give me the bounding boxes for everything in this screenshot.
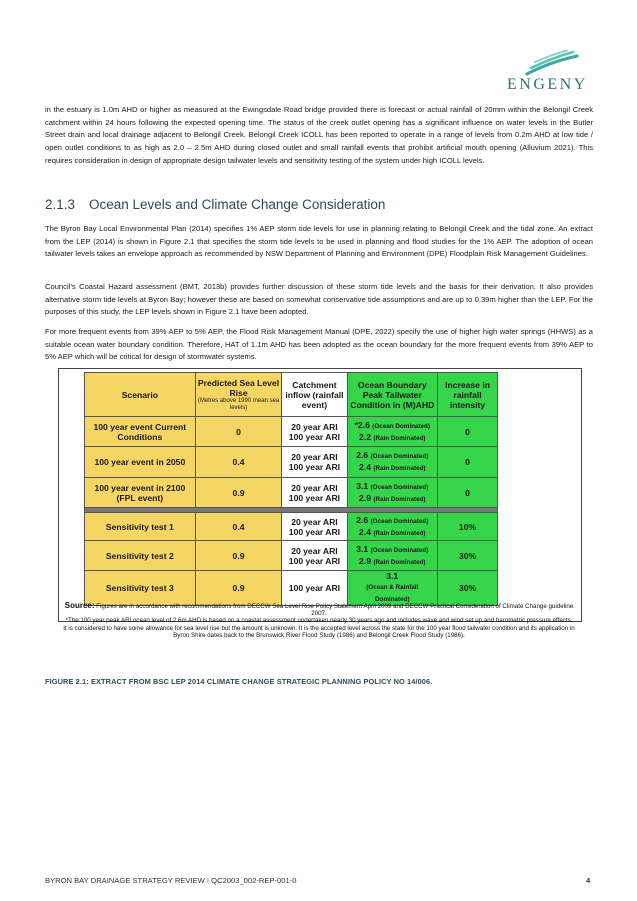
table-row — [85, 571, 498, 606]
table-row — [85, 541, 498, 571]
cell-rainfall-increase: 10% — [438, 513, 498, 541]
figure-table-extract — [58, 368, 582, 639]
cell-sea-level: 0.9 — [195, 541, 282, 571]
cell-rainfall-increase: 0 — [438, 417, 498, 447]
paragraph-frequent-events: For more frequent events from 39% AEP to 5% AEP, the Flood Risk Management Manual (DPE, 2022) specify the use of higher high water springs (HHWS) as a suitable ocean water boundary condition. Therefore, HAT of 1.1m AHD has been adopted as the ocean boundary for the more frequent events from 39% AEP to 5% AEP which will be critical for design of stormwater systems. — [45, 327, 593, 362]
cell-rainfall-increase: 30% — [438, 571, 498, 606]
header-sea-level: Predicted Sea Level Rise (Metres above 1990 mean sea levels) — [195, 373, 282, 417]
cell-ocean-boundary: 3.1 (Ocean & Rainfall Dominated) — [347, 571, 438, 606]
cell-scenario: Sensitivity test 3 — [85, 571, 196, 606]
cell-rainfall-increase: 0 — [438, 447, 498, 478]
cell-sea-level: 0.9 — [195, 571, 282, 606]
source-text: Figures are in accordance with recommendations from DECCW Sea Level Rise Policy Statement April 2009 and DECCW Practical Consideration of Climate Change guideline 2007. — [96, 603, 574, 618]
cell-scenario: Sensitivity test 1 — [85, 513, 196, 541]
table-header-row — [85, 373, 498, 417]
section-heading — [45, 197, 385, 212]
section-number: 2.1.3 — [45, 197, 76, 212]
footer-separator: I — [206, 876, 210, 885]
paragraph-coastal-hazard: Council’s Coastal Hazard assessment (BMT, 2013b) provides further discussion of these storm tide levels and the basis for their derivation. It also provides alternative storm tide levels at Byron Bay; however these are based on somewhat conservative tide assumptions and are up to 0.39m higher than the LEP. For the purposes of this study, the LEP levels shown in Figure 2.1 have been adopted. — [45, 282, 593, 317]
cell-ocean-boundary: 2.6 (Ocean Dominated) 2.4 (Rain Dominated) — [347, 447, 438, 478]
header-ocean-boundary: Ocean Boundary Peak Tailwater Condition in (M)AHD — [347, 373, 438, 417]
cell-scenario: 100 year event in 2050 — [85, 447, 196, 478]
cell-catchment: 20 year ARI 100 year ARI — [282, 541, 347, 571]
table-row — [85, 513, 498, 541]
logo-wordmark: ENGENY — [507, 76, 588, 93]
table-row — [85, 417, 498, 447]
table-row — [85, 447, 498, 478]
table-row — [85, 478, 498, 508]
page-footer — [45, 876, 296, 885]
cell-scenario: 100 year event in 2100 (FPL event) — [85, 478, 196, 508]
cell-rainfall-increase: 30% — [438, 541, 498, 571]
cell-scenario: Sensitivity test 2 — [85, 541, 196, 571]
header-catchment: Catchment inflow (rainfall event) — [282, 373, 347, 417]
header-scenario: Scenario — [85, 373, 196, 417]
header-rainfall-increase: Increase in rainfall intensity — [438, 373, 498, 417]
page-number: 4 — [586, 876, 591, 885]
section-title: Ocean Levels and Climate Change Consideration — [89, 197, 386, 212]
cell-catchment: 100 year ARI — [282, 571, 347, 606]
paragraph-lep: The Byron Bay Local Environmental Plan (2014) specifies 1% AEP storm tide levels for use in planning relating to Belongil Creek and the tidal zone. An extract from the LEP (2014) is shown in Figure 2.1 that specifies the storm tide levels to be used in planning and flood studies for the 1% AEP. The adoption of ocean tailwater levels takes an envelope approach as recommended by NSW Department of Planning and Environment (DPE) Floodplain Risk Management Guidelines. — [45, 224, 593, 259]
cell-ocean-boundary: 2.6 (Ocean Dominated) 2.4 (Rain Dominated) — [347, 513, 438, 541]
paragraph-estuary: in the estuary is 1.0m AHD or higher as measured at the Ewingsdale Road bridge provided there is forecast or actual rainfall of 20mm within the Belongil Creek catchment within 24 hours following the expected opening time. The status of the creek outlet opening has a significant influence on water levels in the Butler Street drain and local drainage adjacent to Belongil Creek. Belongil Creek ICOLL has been reported to operate in a range of levels from 0.2m AHD at low tide / open outlet conditions to as high as 2.0 – 2.5m AHD during closed outlet and small rainfall events that prohibit artificial mouth opening (Alluvium 2021). This requires consideration in design of appropriate design tailwater levels and sensitivity testing of the system under high ICOLL levels. — [45, 105, 593, 165]
footnote: *The 100 year peak ARI ocean level of 2.6m AHD is based on a coastal assessment undertaken nearly 30 years ago and includes wave and wind set up and barometric pressure effects. It is considered to have some allowance for sea level rise but the amount is unknown. It is the accepted level across the state for the 100 year flood tailwater condition and its application in Byron Shire dates back to the Brunswick River Flood Study (1986) and Belongil Creek Flood Study (1986). — [63, 617, 575, 639]
cell-sea-level: 0.9 — [195, 478, 282, 508]
footer-ref: QC2003_002-REP-001-0 — [211, 876, 297, 885]
cell-scenario: 100 year event Current Conditions — [85, 417, 196, 447]
cell-ocean-boundary: *2.6 (Ocean Dominated) 2.2 (Rain Dominated) — [347, 417, 438, 447]
cell-ocean-boundary: 3.1 (Ocean Dominated) 2.9 (Rain Dominated) — [347, 478, 438, 508]
cell-sea-level: 0.4 — [195, 447, 282, 478]
cell-catchment: 20 year ARI 100 year ARI — [282, 447, 347, 478]
climate-change-table — [84, 372, 498, 606]
cell-catchment: 20 year ARI 100 year ARI — [282, 478, 347, 508]
cell-rainfall-increase: 0 — [438, 478, 498, 508]
cell-sea-level: 0 — [195, 417, 282, 447]
cell-catchment: 20 year ARI 100 year ARI — [282, 417, 347, 447]
header-sea-level-sub: (Metres above 1990 mean sea levels) — [197, 397, 280, 411]
cell-sea-level: 0.4 — [195, 513, 282, 541]
table-notes — [63, 602, 575, 639]
footer-title: BYRON BAY DRAINAGE STRATEGY REVIEW — [45, 876, 205, 885]
source-label: Source: — [64, 601, 95, 610]
cell-ocean-boundary: 3.1 (Ocean Dominated) 2.9 (Rain Dominated) — [347, 541, 438, 571]
cell-catchment: 20 year ARI 100 year ARI — [282, 513, 347, 541]
figure-caption: FIGURE 2.1: EXTRACT FROM BSC LEP 2014 CLIMATE CHANGE STRATEGIC PLANNING POLICY NO 14/006. — [45, 677, 433, 686]
